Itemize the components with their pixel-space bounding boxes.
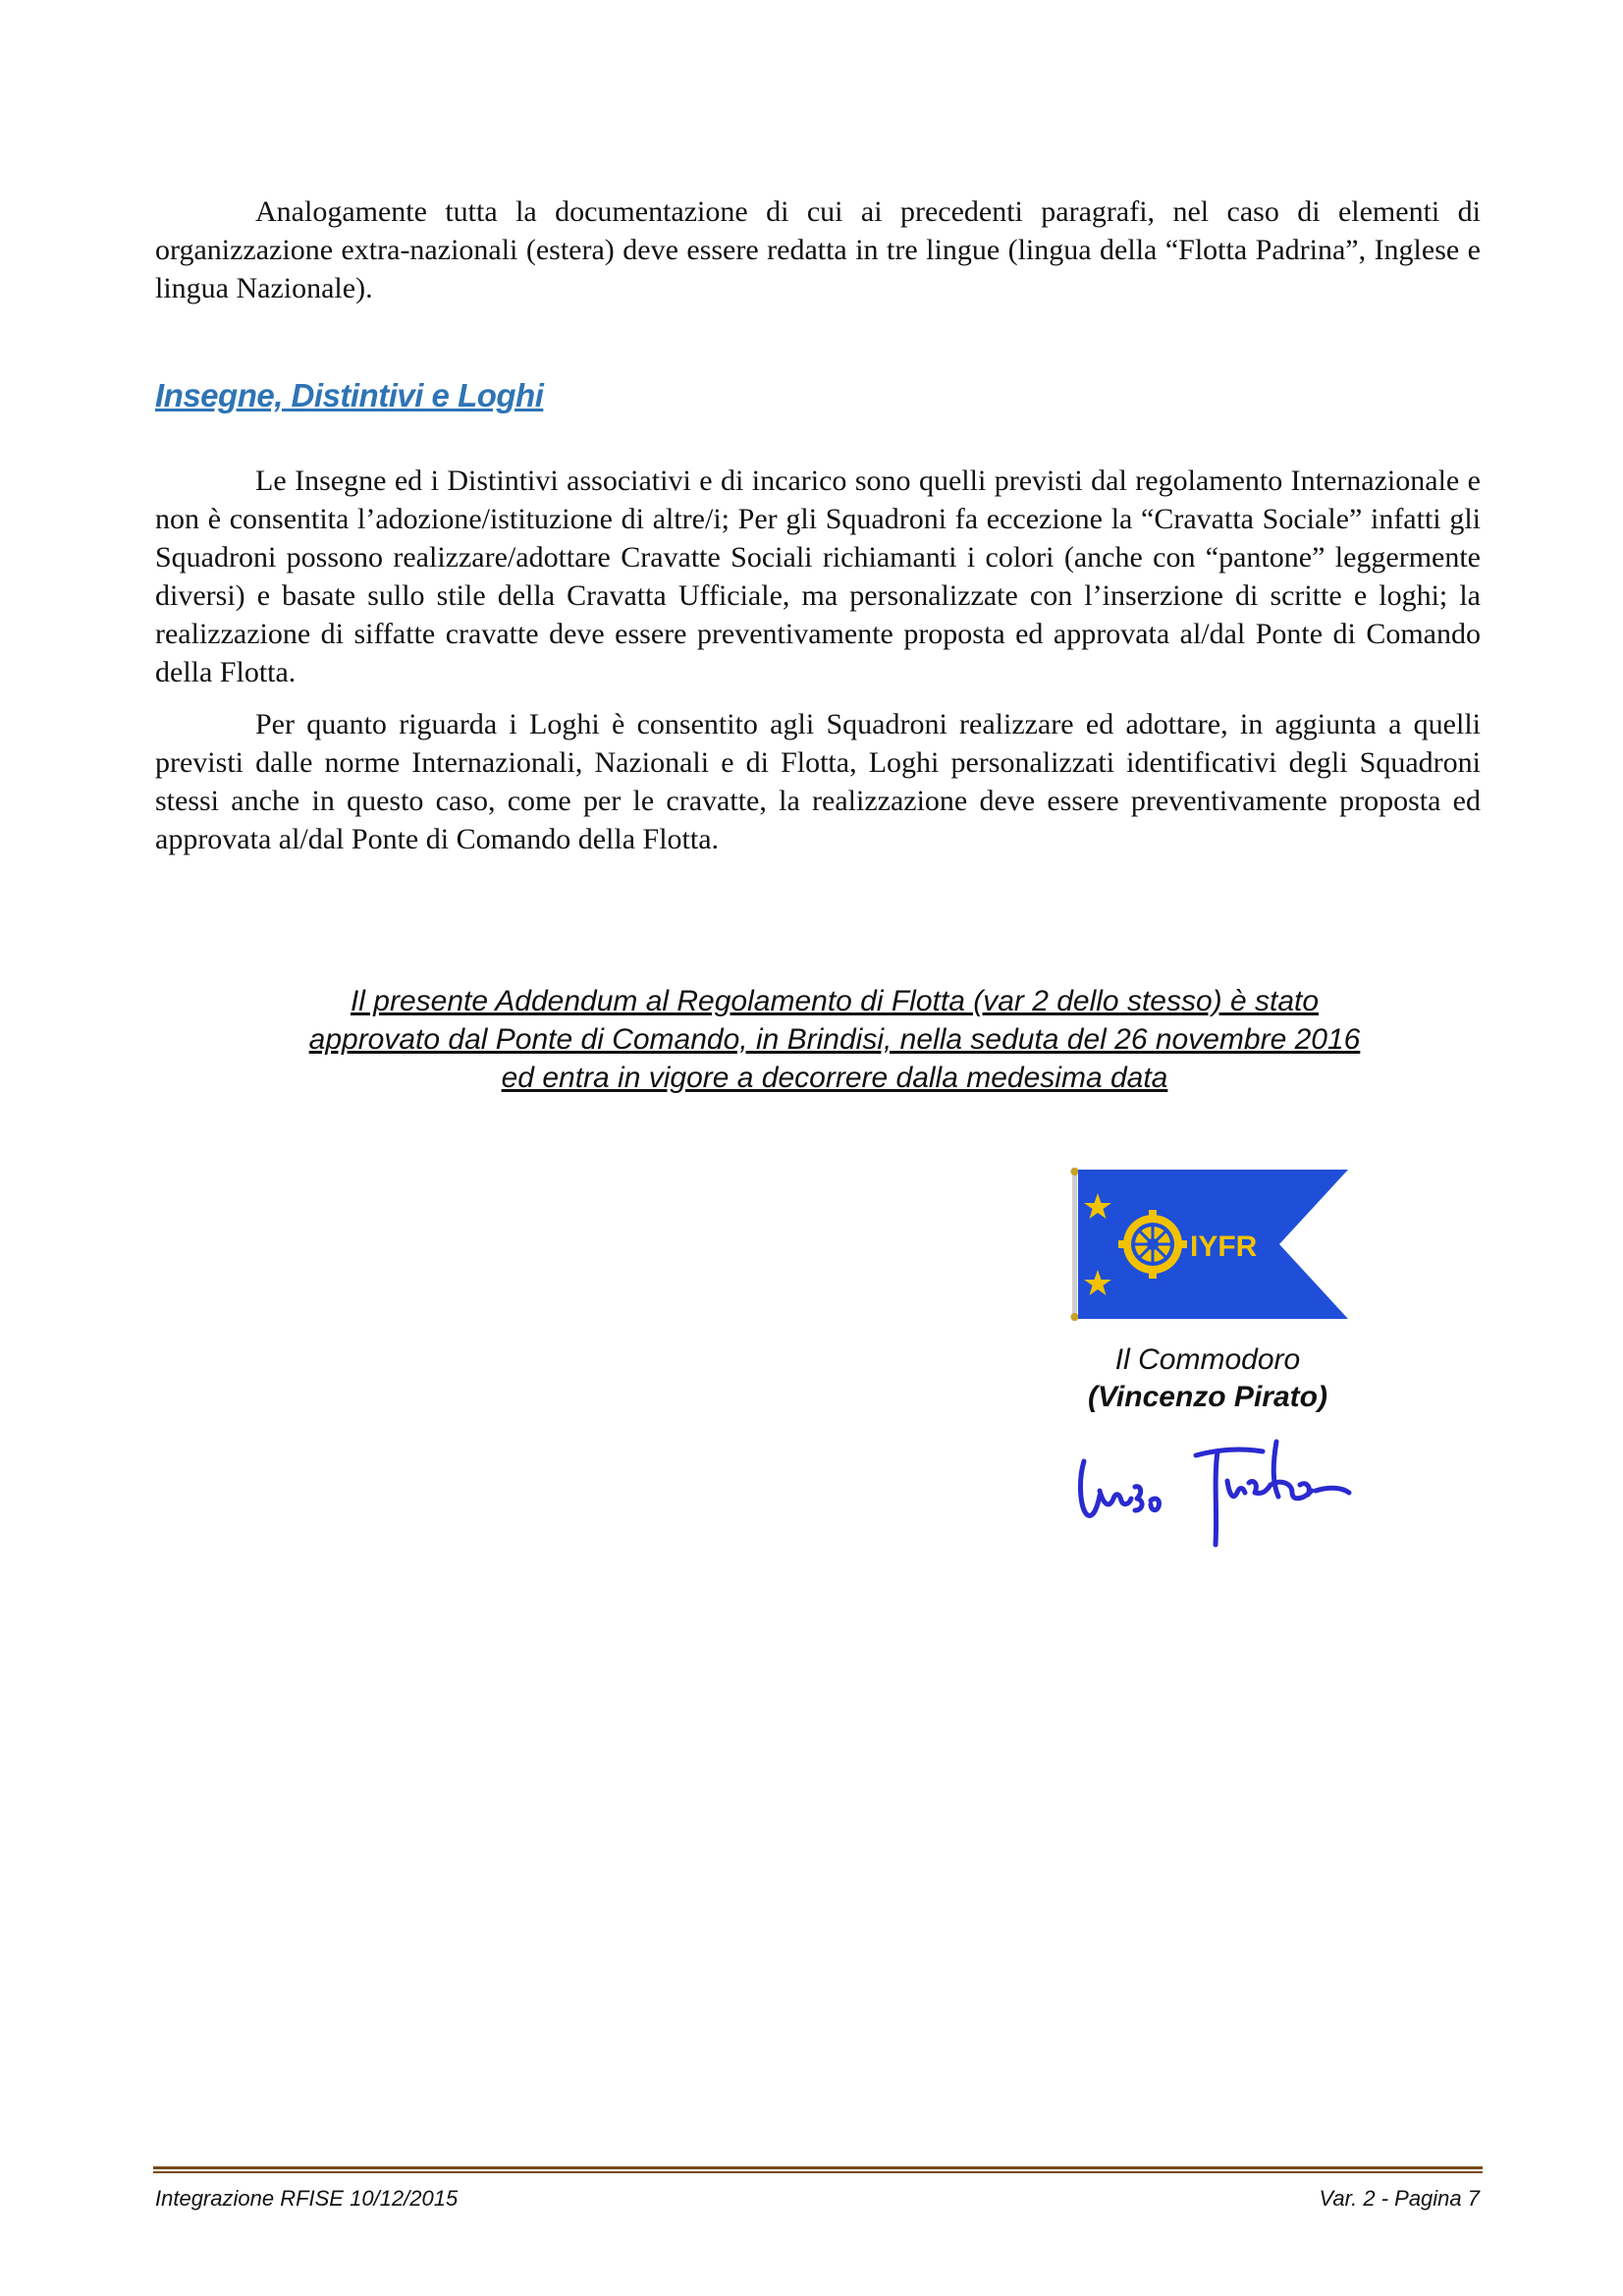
section-heading-insegne: Insegne, Distintivi e Loghi xyxy=(155,377,544,413)
footer-document-reference: Integrazione RFISE 10/12/2015 xyxy=(155,2186,459,2211)
paragraph-insegne-distintivi: Le Insegne ed i Distintivi associativi e di incarico sono quelli previsti dal regolamento Internazionale e non è consentita l’adozione/istituzione di altre/i; Per gli Squadroni fa eccezione la “Cravatta Sociale” infatti gli Squadroni possono realizzare/adottare Cravatte Sociali richiamanti i colori (anche con “pantone” leggermente diversi) e basate sullo stile della Cravatta Ufficiale, ma personalizzate con l’inserzione di scritte e loghi; la realizzazione di siffatte cravatte deve essere preventivamente proposta ed approvata al/dal Ponte di Comando della Flotta. xyxy=(155,465,1481,688)
addendum-approval-note: Il presente Addendum al Regolamento di Flotta (var 2 dello stesso) è stato approvato dal Ponte di Comando, in Brindisi, nella seduta del 26 novembre 2016 ed entra in vigore a decorrere dalla medesima data xyxy=(308,985,1361,1094)
footer-divider xyxy=(153,2166,1483,2169)
signatory-role: Il Commodoro xyxy=(1114,1343,1301,1376)
footer-page-number: Var. 2 - Pagina 7 xyxy=(1319,2186,1480,2211)
paragraph-loghi: Per quanto riguarda i Loghi è consentito agli Squadroni realizzare ed adottare, in aggiunta a quelli previsti dalle norme Internazionali, Nazionali e di Flotta, Loghi personalizzati identificativi degli Squadroni stessi anche in questo caso, come per le cravatte, la realizzazione deve essere preventivamente proposta ed approvata al/dal Ponte di Comando della Flotta. xyxy=(155,708,1481,855)
handwritten-signature-icon xyxy=(1070,1422,1355,1550)
flag-label: IYFR xyxy=(1190,1230,1258,1263)
signatory-name: (Vincenzo Pirato) xyxy=(1088,1381,1327,1413)
iyfr-flag-icon xyxy=(1068,1166,1353,1323)
footer-divider-secondary xyxy=(153,2171,1483,2173)
paragraph-documentation-languages: Analogamente tutta la documentazione di cui ai precedenti paragrafi, nel caso di elementi di organizzazione extra-nazionali (estera) deve essere redatta in tre lingue (lingua della “Flotta Padrina”, Inglese e lingua Nazionale). xyxy=(155,195,1481,304)
